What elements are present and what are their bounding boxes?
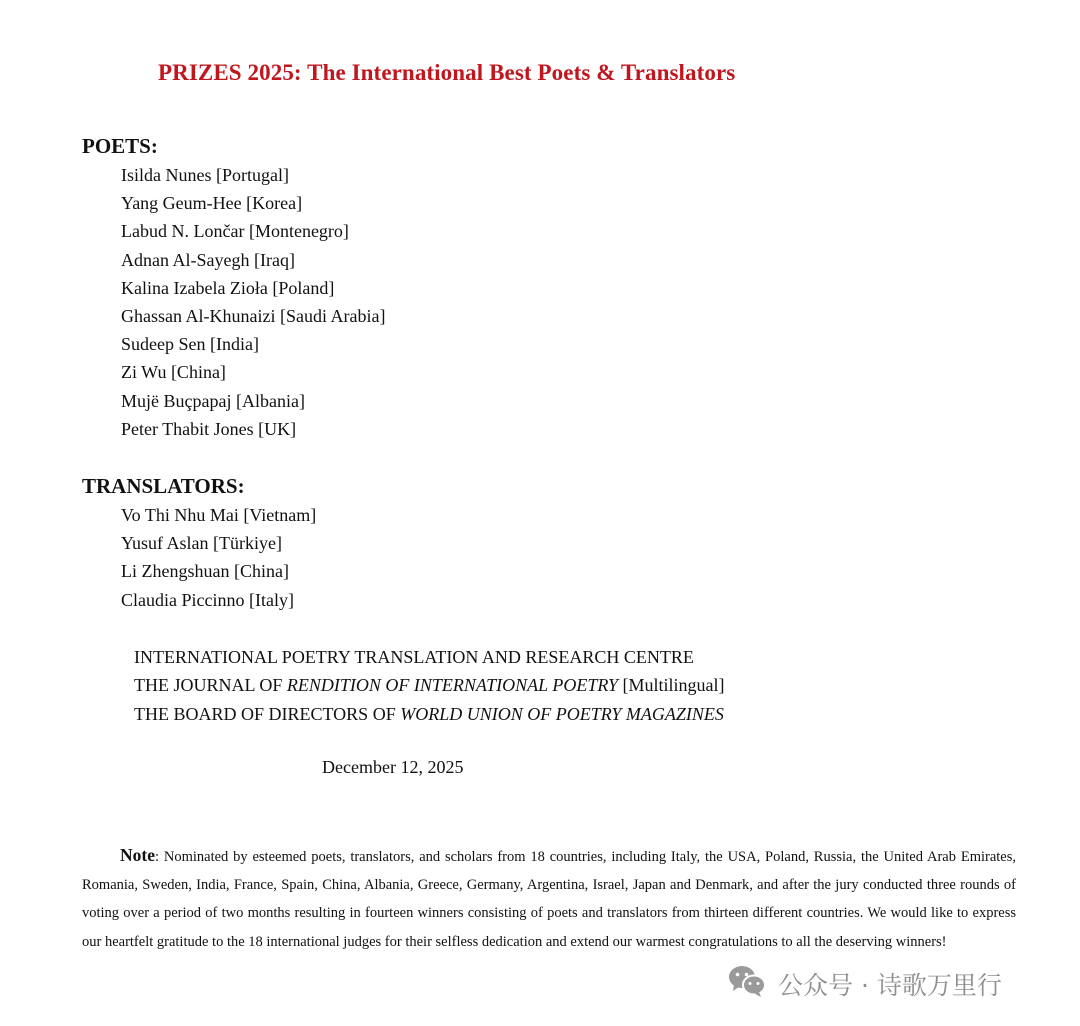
note-text: : Nominated by esteemed poets, translators, and scholars from 18 countries, including Italy, the USA, Poland, Russia, the United Arab Emirates, Romania, Sweden, India, France, Spain, China, Albania, Greece, Germany, Argentina, Israel, Japan and Denmark, and after the jury conducted three rounds of voting over a period of two months resulting in fourteen winners consisting of poets and translators from thirteen different countries. We would like to express our heartfelt gratitude to the 18 international judges for their selfless dedication and extend our warmest congratulations to all the deserving winners! bbox=[82, 849, 1016, 950]
translator-item: Li Zhengshuan [China] bbox=[121, 561, 289, 582]
poet-item: Mujë Buçpapaj [Albania] bbox=[121, 390, 305, 411]
organizers-block bbox=[134, 643, 725, 728]
page-title: PRIZES 2025: The International Best Poets & Translators bbox=[158, 60, 736, 85]
poet-item: Ghassan Al-Khunaizi [Saudi Arabia] bbox=[121, 305, 386, 326]
poet-item: Zi Wu [China] bbox=[121, 362, 226, 383]
organizer-line: THE JOURNAL OF RENDITION OF INTERNATIONAL POETRY [Multilingual] bbox=[134, 675, 725, 696]
translator-item: Yusuf Aslan [Türkiye] bbox=[121, 533, 282, 554]
journal-name: RENDITION OF INTERNATIONAL POETRY bbox=[286, 675, 619, 696]
translator-item: Claudia Piccinno [Italy] bbox=[121, 589, 294, 610]
organizer-line: INTERNATIONAL POETRY TRANSLATION AND RESEARCH CENTRE bbox=[134, 647, 694, 667]
poet-item: Yang Geum-Hee [Korea] bbox=[121, 193, 303, 214]
watermark-text: 公众号 · 诗歌万里行 bbox=[778, 971, 1002, 1000]
translators-list bbox=[121, 501, 316, 614]
poet-item: Isilda Nunes [Portugal] bbox=[121, 165, 289, 185]
poet-item: Peter Thabit Jones [UK] bbox=[121, 418, 297, 439]
translators-heading: TRANSLATORS: bbox=[82, 474, 245, 498]
wechat-icon bbox=[728, 964, 778, 1004]
poet-item: Adnan Al-Sayegh [Iraq] bbox=[121, 249, 295, 270]
watermark bbox=[728, 966, 1002, 1002]
issue-date: December 12, 2025 bbox=[322, 757, 464, 777]
poet-item: Kalina Izabela Zioła [Poland] bbox=[121, 277, 335, 298]
organizer-line: THE BOARD OF DIRECTORS OF WORLD UNION OF POETRY MAGAZINES bbox=[134, 703, 724, 724]
note-label: Note bbox=[120, 845, 155, 865]
note-paragraph bbox=[82, 841, 1016, 956]
union-name: WORLD UNION OF POETRY MAGAZINES bbox=[400, 703, 724, 724]
poet-item: Labud N. Lončar [Montenegro] bbox=[121, 221, 349, 242]
translator-item: Vo Thi Nhu Mai [Vietnam] bbox=[121, 505, 317, 525]
poet-item: Sudeep Sen [India] bbox=[121, 334, 259, 355]
poets-heading: POETS: bbox=[82, 134, 158, 158]
poets-list bbox=[121, 161, 385, 443]
